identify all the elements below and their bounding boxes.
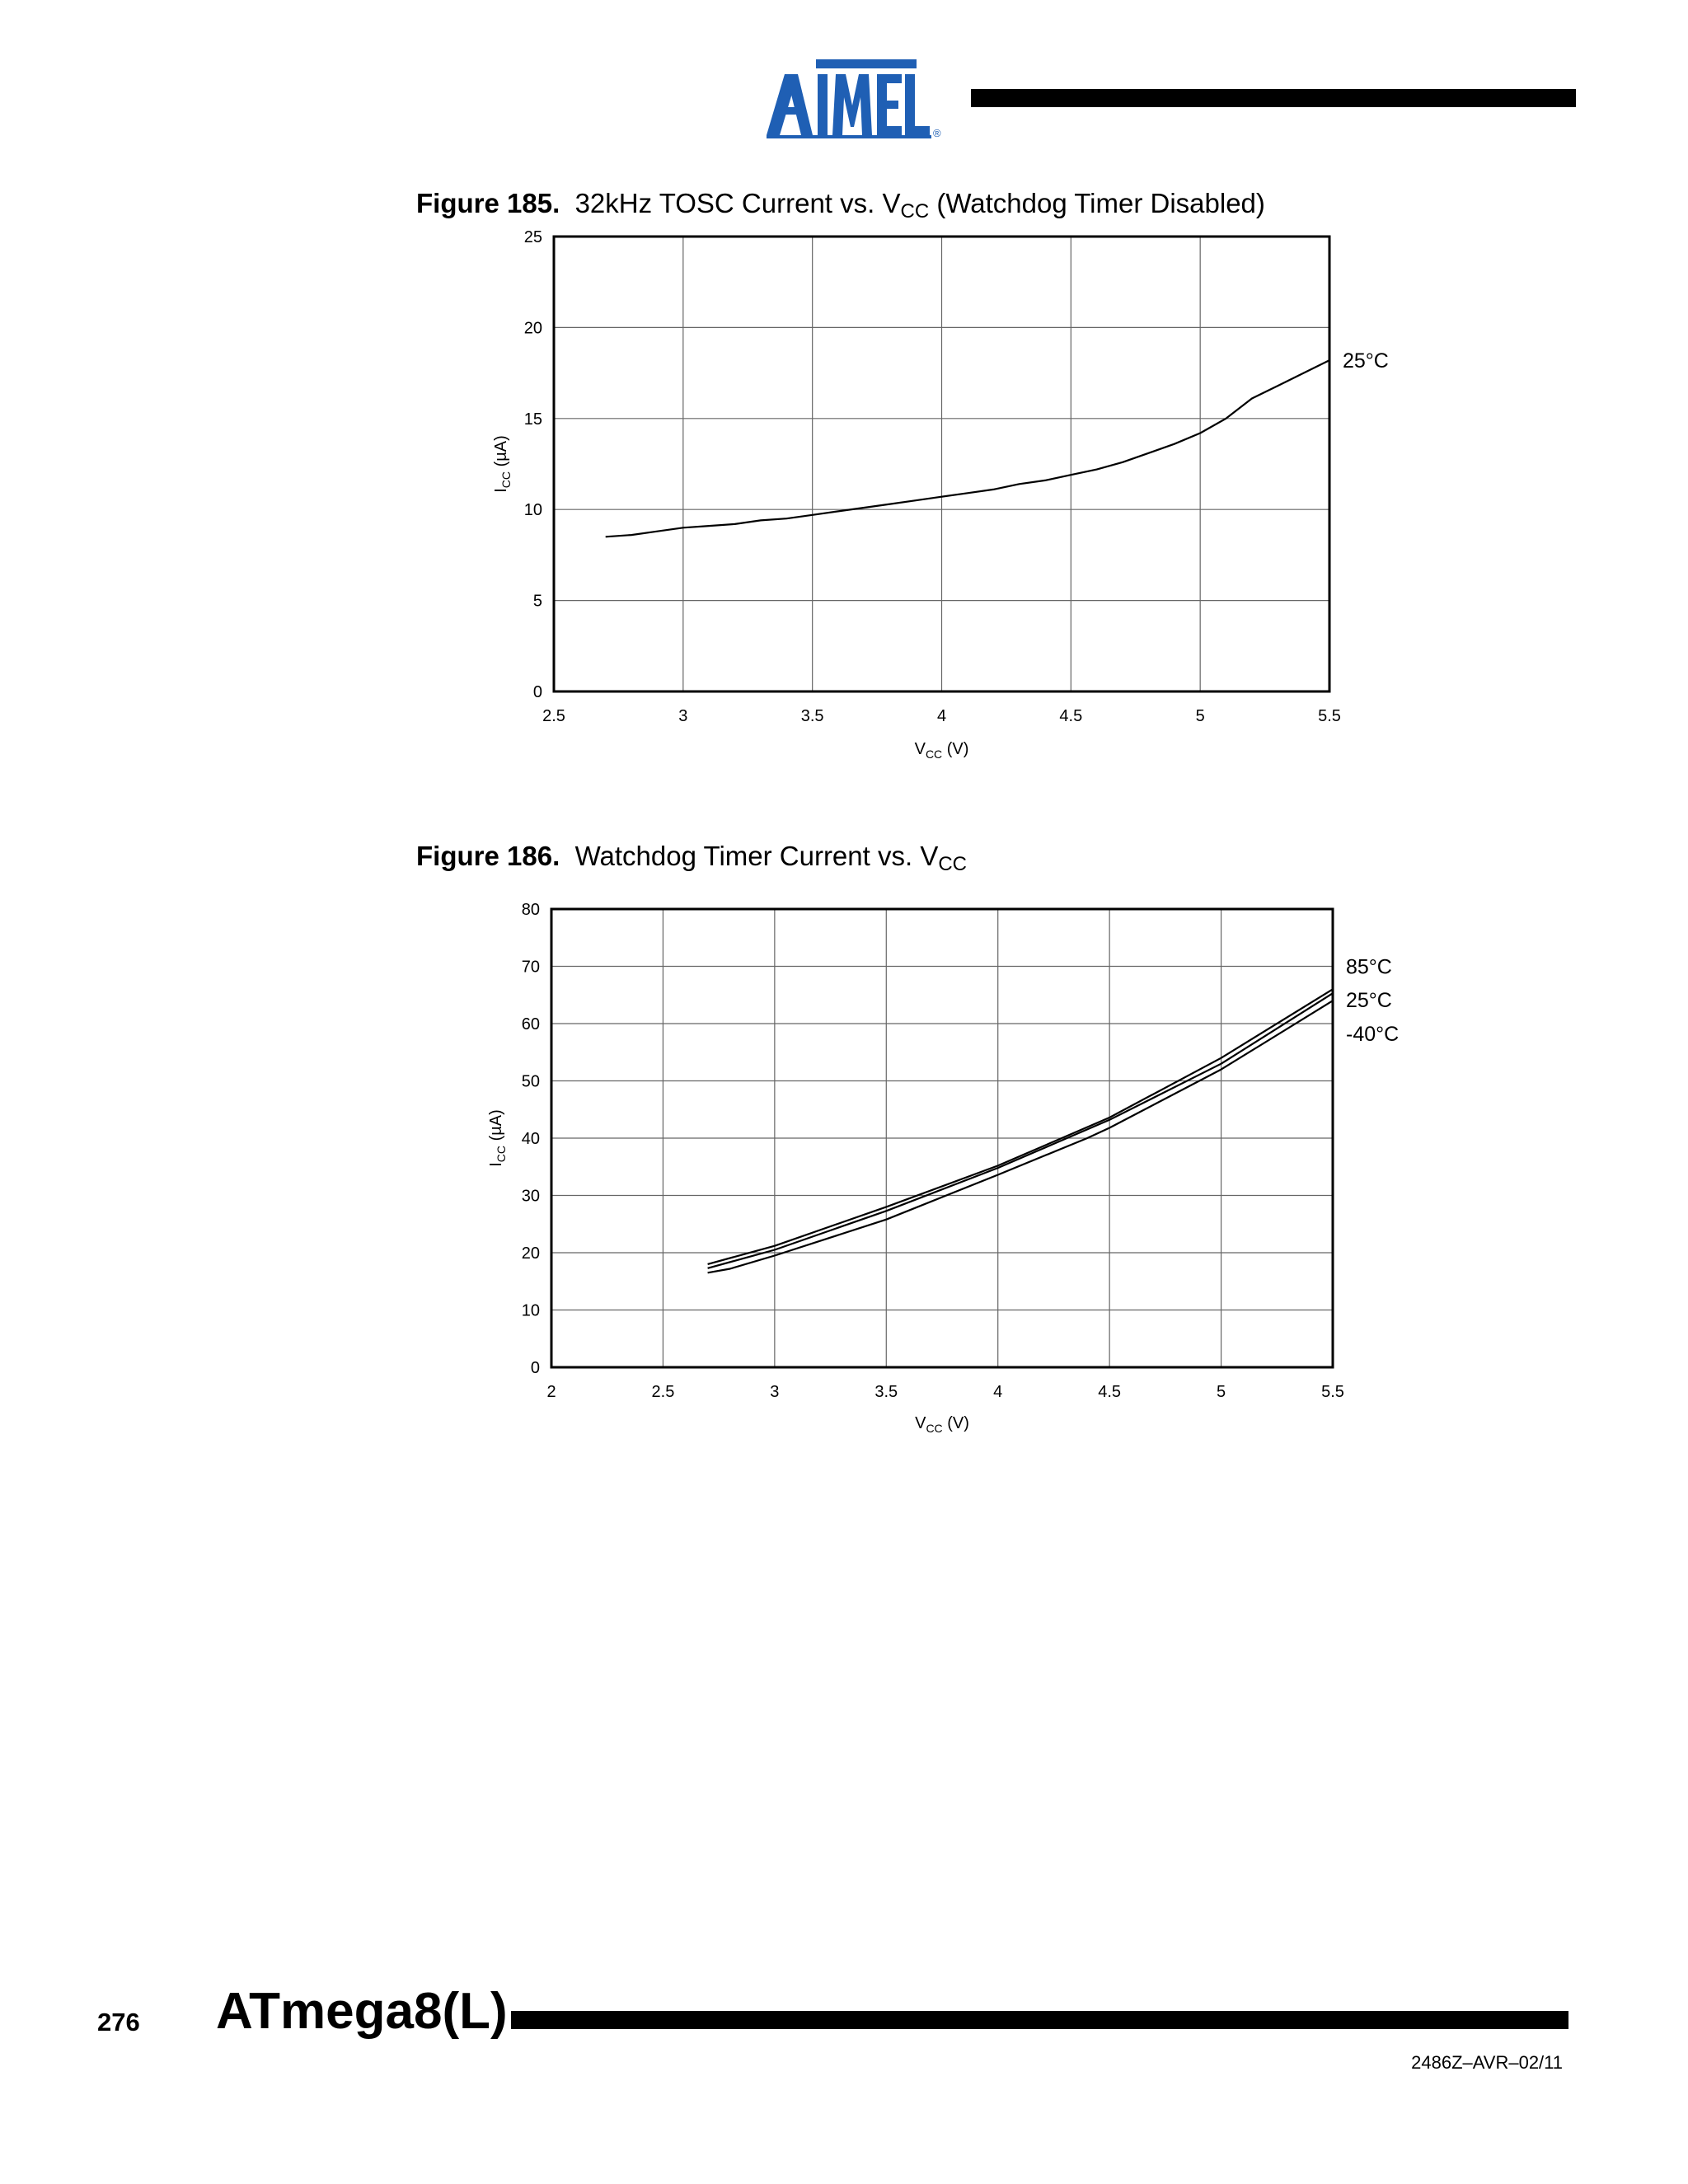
- chart186-x-tick-label: 4.5: [1098, 1383, 1122, 1401]
- chart185-x-axis-label-main: V: [914, 740, 926, 758]
- chart186-y-tick-label: 40: [521, 1130, 540, 1148]
- chart185-x-tick-label: 4.5: [1059, 707, 1083, 725]
- chart186-series-label-0: 85°C: [1346, 955, 1392, 979]
- chart186-x-tick-label: 4: [993, 1383, 1003, 1401]
- chart186-x-tick-label: 3: [770, 1383, 780, 1401]
- chart185-x-tick-label: 3.5: [800, 707, 824, 725]
- chart186-x-tick-label: 5: [1217, 1383, 1226, 1401]
- chart186-series-line-1: [708, 993, 1333, 1268]
- chart185-y-axis-label-sub: CC: [499, 471, 513, 489]
- chart185-x-tick-label: 4: [936, 707, 947, 725]
- chart186-x-axis-label-unit: (V): [942, 1414, 969, 1432]
- chart186-series-label-2: -40°C: [1346, 1022, 1400, 1046]
- chart185-y-tick-label: 15: [523, 410, 542, 429]
- figure-185-title-text: 32kHz TOSC Current vs. V: [574, 188, 901, 218]
- chart185-y-axis-label-unit: (µA): [492, 435, 510, 471]
- chart185-y-tick-label: 0: [532, 683, 542, 701]
- chart186-x-axis-label-main: V: [915, 1414, 926, 1432]
- chart186-y-axis-label-sub: CC: [495, 1145, 508, 1163]
- chart185-series-label-0: 25°C: [1343, 349, 1389, 373]
- registered-mark: ®: [933, 127, 941, 138]
- chart185-x-tick-label: 2.5: [542, 707, 565, 725]
- chart185-x-tick-label: 3: [678, 707, 688, 725]
- chart186-y-axis-label-main: I: [487, 1162, 505, 1167]
- chart186-y-tick-label: 60: [521, 1015, 540, 1033]
- chart186-x-tick-label: 2: [546, 1383, 556, 1401]
- chart186-y-tick-label: 70: [521, 958, 540, 977]
- chart186-y-tick-label: 20: [521, 1244, 540, 1263]
- chart186-y-tick-label: 50: [521, 1072, 540, 1091]
- chart186-y-tick-label: 0: [530, 1359, 540, 1377]
- chart186-y-tick-label: 10: [521, 1301, 540, 1320]
- chart186-y-tick-label: 30: [521, 1187, 540, 1206]
- chart186-y-axis-label: [487, 1109, 508, 1167]
- chart185-y-axis-label-main: I: [492, 488, 510, 493]
- chart186-x-tick-label: 2.5: [651, 1383, 675, 1401]
- figure-186-title-text: Watchdog Timer Current vs. V: [574, 841, 939, 871]
- chart185-y-tick-label: 25: [523, 228, 542, 246]
- figure-185-label: Figure 185.: [416, 188, 560, 218]
- figure-186-title-sub: CC: [938, 853, 967, 875]
- document-code: 2486Z–AVR–02/11: [1411, 2052, 1563, 2073]
- chart186-series-line-0: [708, 989, 1333, 1264]
- product-name: ATmega8(L): [216, 1983, 508, 2040]
- figure-185-title-post: (Watchdog Timer Disabled): [929, 188, 1265, 218]
- footer-rule: [511, 2011, 1568, 2029]
- chart186-x-tick-label: 5.5: [1321, 1383, 1344, 1401]
- chart185-y-tick-label: 10: [523, 501, 542, 520]
- chart186-series-label-1: 25°C: [1346, 988, 1392, 1012]
- chart185-y-tick-label: 20: [523, 319, 542, 338]
- chart186-x-tick-label: 3.5: [874, 1383, 898, 1401]
- figure-186-label: Figure 186.: [416, 841, 560, 871]
- chart186-y-axis-label-unit: (µA): [487, 1109, 505, 1146]
- chart186-series-line-2: [708, 1001, 1333, 1272]
- page-number: 276: [97, 2008, 140, 2036]
- chart186-x-axis-label: [915, 1414, 969, 1435]
- chart186-y-tick-label: 80: [521, 901, 540, 919]
- chart185-x-axis-label-sub: CC: [925, 748, 943, 761]
- chart185-x-tick-label: 5.5: [1318, 707, 1341, 725]
- chart185-x-axis-label-unit: (V): [942, 740, 969, 758]
- chart186-x-axis-label-sub: CC: [926, 1422, 943, 1435]
- chart185-x-tick-label: 5: [1195, 707, 1205, 725]
- figure-185-title-sub: CC: [900, 200, 930, 223]
- chart185-y-tick-label: 5: [532, 592, 542, 611]
